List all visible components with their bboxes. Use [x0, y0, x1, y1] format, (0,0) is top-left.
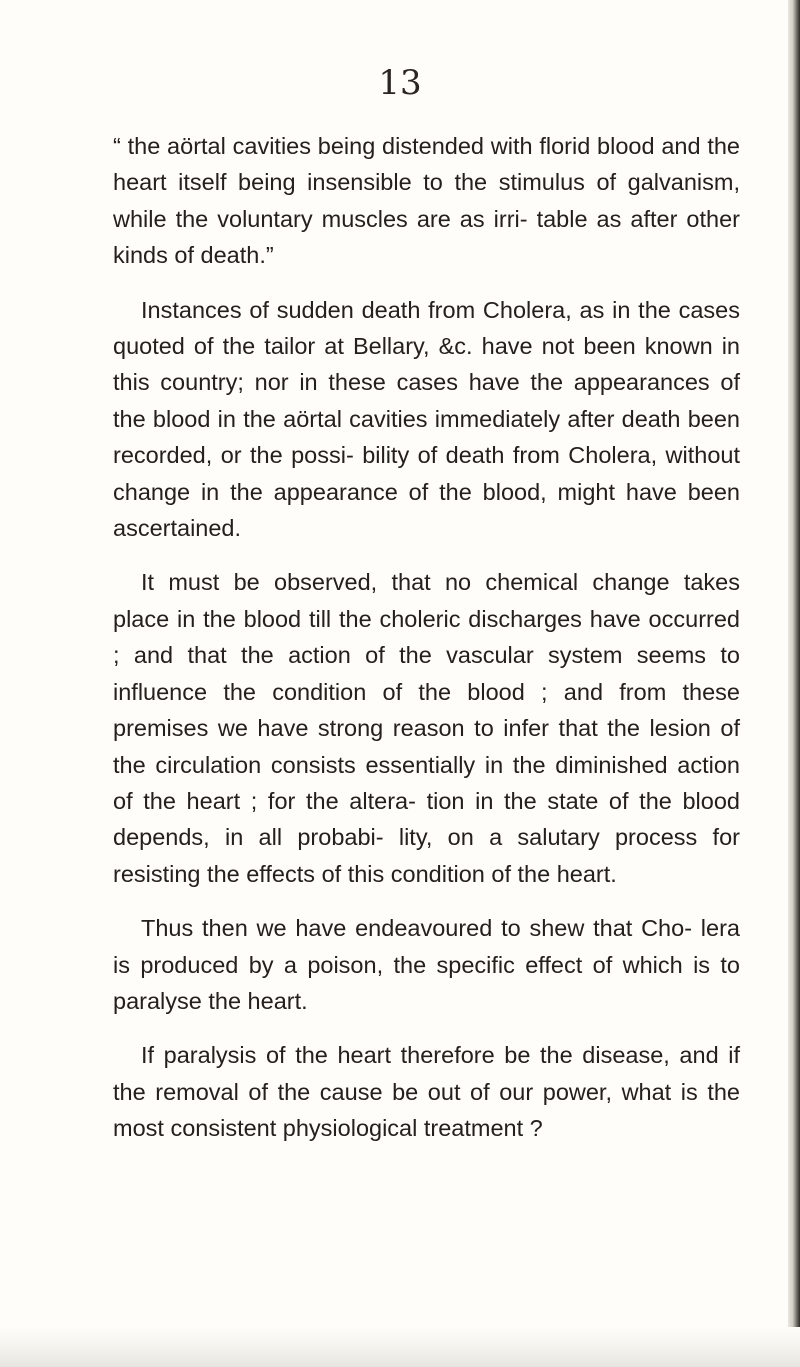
paragraph-sudden-death: Instances of sudden death from Cholera, as in the cases quoted of the tailor at Bellary, &c. have not been known in this country; nor in these cases have the appearances of the blood in the aörtal cavities immediately after death been recorded, or the possi- bility of death from Cholera, without change in the appearance of the blood, might have been ascertained. [113, 296, 740, 542]
page-bottom-margin [0, 1327, 800, 1367]
paragraph-treatment-question: If paralysis of the heart therefore be the disease, and if the removal of the cause be out of our power, what is the most consistent physiological treatment ? [113, 1042, 740, 1142]
paragraph-chemical-change: It must be observed, that no chemical change takes place in the blood till the choleric discharges have occurred ; and that the action of the vascular system seems to influence the condition of the blood ; and from these premises we have strong reason to infer that the lesion of the circulation consists essentially in the diminished action of the heart ; for the altera- tion in the state of the blood depends, in all probabi- lity, on a salutary process for resisting the effects of this condition of the heart. [113, 569, 740, 887]
page-number: 13 [378, 63, 422, 103]
page-edge-shadow [788, 0, 800, 1367]
body-text [113, 128, 740, 1147]
paragraph-poison-conclusion: Thus then we have endeavoured to shew that Cho- lera is produced by a poison, the specific effect of which is to paralyse the heart. [113, 915, 740, 1014]
paragraph-quote-continuation: “ the aörtal cavities being distended with florid blood and the heart itself being insensible to the stimulus of galvanism, while the voluntary muscles are as irri- table as after other kinds of death.” [113, 133, 740, 269]
